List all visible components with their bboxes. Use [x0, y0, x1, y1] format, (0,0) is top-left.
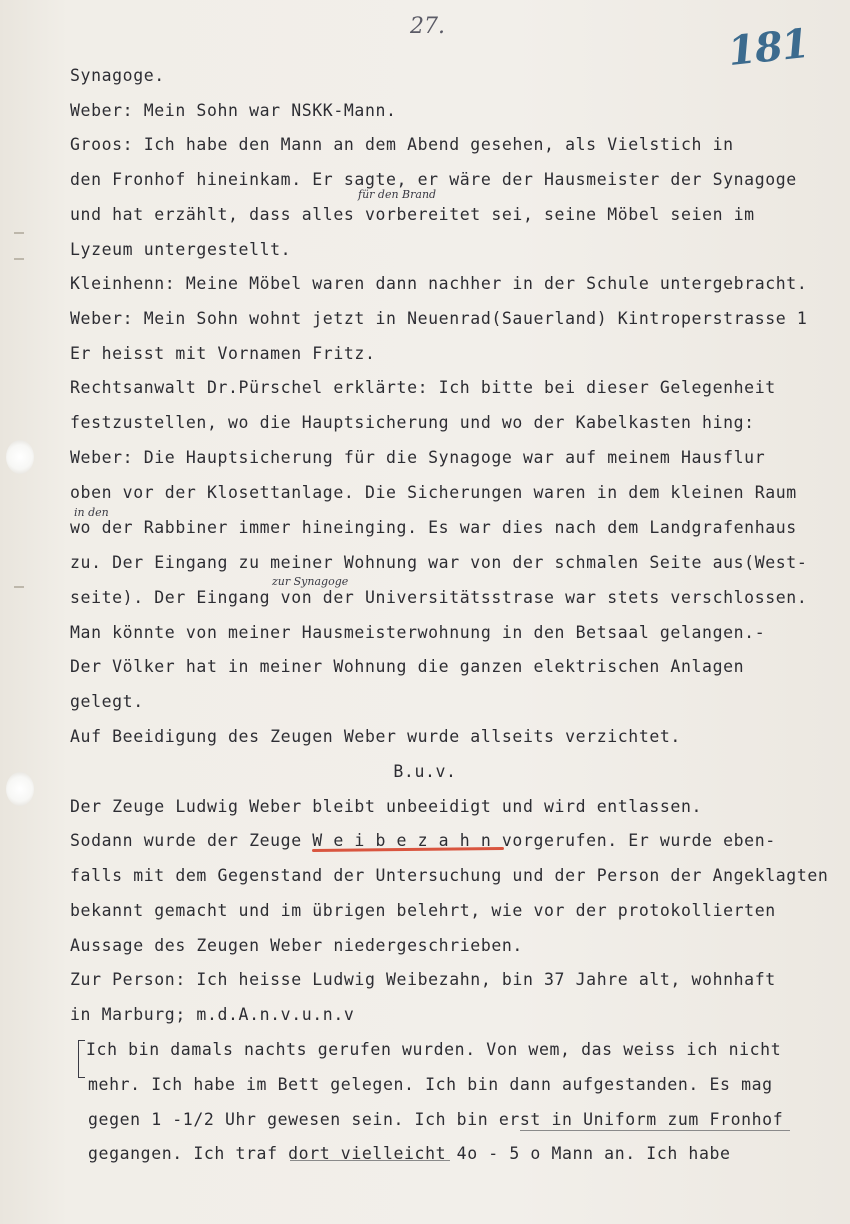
text-line: falls mit dem Gegenstand der Untersuchung und der Person der Angeklagten — [70, 866, 829, 885]
text-line: Auf Beeidigung des Zeugen Weber wurde allseits verzichtet. — [70, 727, 681, 746]
text-line: Lyzeum untergestellt. — [70, 240, 292, 259]
text-line: Rechtsanwalt Dr.Pürschel erklärte: Ich bitte bei dieser Gelegenheit — [70, 378, 776, 397]
margin-mark — [14, 232, 24, 234]
text-line: Der Zeuge Ludwig Weber bleibt unbeeidigt und wird entlassen. — [70, 797, 703, 816]
punch-hole-top — [6, 440, 34, 474]
text-line: Er heisst mit Vornamen Fritz. — [70, 344, 376, 363]
text-line: den Fronhof hineinkam. Er sagte, er wäre der Hausmeister der Synagoge — [70, 170, 797, 189]
text-line: gegen 1 -1/2 Uhr gewesen sein. Ich bin erst in Uniform zum Fronhof — [88, 1110, 784, 1129]
text-line: zu. Der Eingang zu meiner Wohnung war von der schmalen Seite aus(West- — [70, 553, 808, 572]
text-line: bekannt gemacht und im übrigen belehrt, wie vor der protokollierten — [70, 901, 776, 920]
text-line: Weber: Die Hauptsicherung für die Synagoge war auf meinem Hausflur — [70, 448, 766, 467]
handwritten-insert: für den Brand — [358, 188, 437, 201]
text-line: Weber: Mein Sohn war NSKK-Mann. — [70, 101, 397, 120]
text-line: seite). Der Eingang von der Universitätsstrase war stets verschlossen. — [70, 588, 808, 607]
text-line: Man könnte von meiner Hausmeisterwohnung in den Betsaal gelangen.- — [70, 623, 766, 642]
text-line: mehr. Ich habe im Bett gelegen. Ich bin dann aufgestanden. Es mag — [88, 1075, 773, 1094]
page-number: 27. — [410, 14, 445, 39]
text-line: Der Völker hat in meiner Wohnung die ganzen elektrischen Anlagen — [70, 657, 745, 676]
text-line: Weber: Mein Sohn wohnt jetzt in Neuenrad(Sauerland) Kintroperstrasse 1 — [70, 309, 808, 328]
text-line: in Marburg; m.d.A.n.v.u.n.v — [70, 1005, 355, 1024]
handwritten-insert: zur Synagoge — [272, 575, 349, 588]
text-line: Sodann wurde der Zeuge W e i b e z a h n vorgerufen. Er wurde eben- — [70, 831, 776, 850]
text-line: Aussage des Zeugen Weber niedergeschrieben. — [70, 936, 523, 955]
text-line: Zur Person: Ich heisse Ludwig Weibezahn, bin 37 Jahre alt, wohnhaft — [70, 970, 776, 989]
text-line: Ich bin damals nachts gerufen wurden. Von wem, das weiss ich nicht — [86, 1040, 782, 1059]
text-line: gegangen. Ich traf dort vielleicht 4o - 5 o Mann an. Ich habe — [88, 1144, 731, 1163]
margin-mark — [14, 586, 24, 588]
text-line: Kleinhenn: Meine Möbel waren dann nachher in der Schule untergebracht. — [70, 274, 808, 293]
text-line-centered: B.u.v. — [393, 762, 457, 781]
folio-number: 181 — [725, 19, 811, 76]
handwritten-insert: in den — [74, 506, 109, 519]
text-line: Groos: Ich habe den Mann an dem Abend gesehen, als Vielstich in — [70, 135, 734, 154]
text-line: wo der Rabbiner immer hineinging. Es war dies nach dem Landgrafenhaus — [70, 518, 797, 537]
margin-mark — [14, 258, 24, 260]
margin-bracket — [78, 1040, 85, 1078]
pencil-underline — [520, 1130, 790, 1131]
text-line: oben vor der Klosettanlage. Die Sicherungen waren in dem kleinen Raum — [70, 483, 797, 502]
text-line: festzustellen, wo die Hauptsicherung und wo der Kabelkasten hing: — [70, 413, 755, 432]
text-line: gelegt. — [70, 692, 144, 711]
text-line: und hat erzählt, dass alles vorbereitet sei, seine Möbel seien im — [70, 205, 755, 224]
text-line: Synagoge. — [70, 66, 165, 85]
